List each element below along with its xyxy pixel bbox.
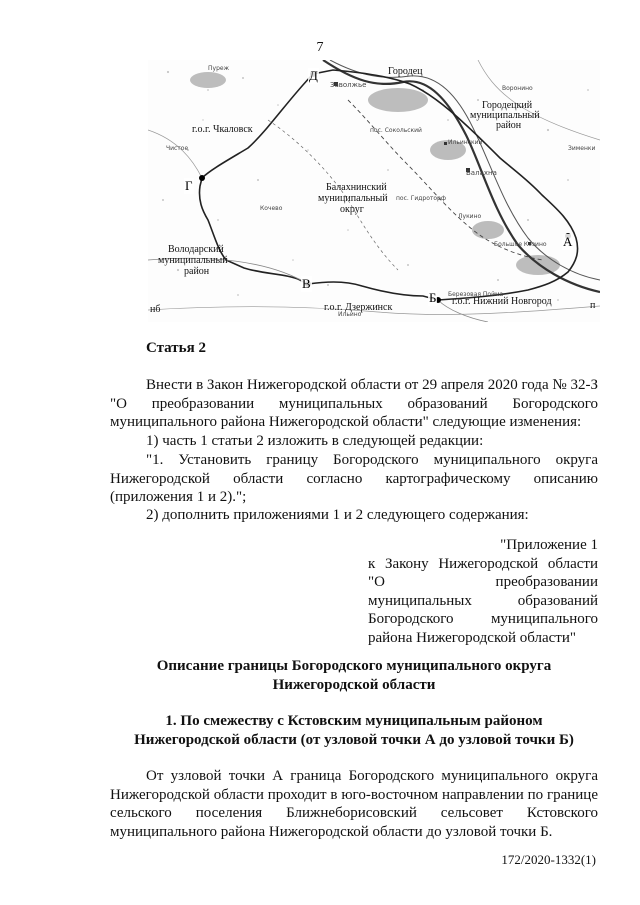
map-label-dzerzhinsk: г.о.г. Дзержинск: [324, 302, 393, 313]
map-label-gorodetsky-2: муниципальный: [470, 110, 540, 121]
map-label-balakhninsky-1: Балахнинский: [326, 182, 387, 193]
paragraph-quote-text: "1. Установить границу Богородского муниципального округа Нижегородской области согласно картографическому описанию (приложения 1 и 2).";: [110, 452, 598, 505]
map-label-purekh: Пуреж: [208, 65, 229, 72]
map-label-voronino: Воронино: [502, 85, 533, 92]
section-paragraph: [110, 767, 598, 841]
map-label-balakhna: Балахна: [466, 169, 497, 177]
map-label-edge-right: п: [590, 300, 596, 311]
map-label-ilino: Ильино: [338, 311, 362, 318]
map-label-berezovaya: Березовая Пойма: [448, 291, 504, 298]
paragraph-quote: [110, 451, 598, 507]
paragraph-amend: [110, 376, 598, 432]
map-label-gorodets: Городец: [388, 66, 423, 77]
paragraph-amend-text: Внести в Закон Нижегородской области от 29 апреля 2020 года № 32-З "О преобразовании муниципальных образований Богородского муниципального района Нижегородской области" следующие изменения:: [110, 377, 598, 430]
section-title-line-2: Нижегородской области (от узловой точки А до узловой точки Б): [134, 731, 574, 748]
node-label-g: Г: [185, 178, 193, 193]
page-number: 7: [316, 40, 324, 55]
map-label-volodarsky-2: муниципальный: [158, 255, 228, 266]
paragraph-part1-text: 1) часть 1 статьи 2 изложить в следующей редакции:: [146, 433, 484, 449]
map-label-balakhninsky-3: округ: [340, 204, 364, 215]
description-title-line-2: Нижегородской области: [272, 676, 436, 693]
description-title-line-1: Описание границы Богородского муниципального округа: [156, 658, 552, 674]
map-label-volodarsky-3: район: [184, 266, 210, 277]
map-label-kozino: Большое Козино: [494, 241, 547, 248]
paragraph-add-text: 2) дополнить приложениями 1 и 2 следующего содержания:: [146, 507, 529, 523]
appendix-line-3: "О преобразовании: [368, 574, 598, 590]
appendix-line-4: муниципальных образований: [368, 592, 598, 609]
paragraph-part1: [110, 432, 598, 451]
appendix-line-2: к Закону Нижегородской области: [368, 555, 598, 572]
map-label-kochevo: Кочево: [260, 205, 283, 212]
map-label-ilyinsky: Ильинский: [448, 139, 483, 146]
description-title: [110, 657, 598, 694]
appendix-line-5: Богородского муниципального: [368, 611, 598, 627]
paragraph-add: [110, 506, 598, 525]
map-label-nizhny: г.о.г. Нижний Новгород: [452, 296, 552, 307]
map-label-sokolsky: пос. Сокольский: [370, 127, 422, 134]
node-label-v: В: [302, 276, 311, 291]
appendix-line-6: района Нижегородской области": [368, 629, 577, 646]
boundary-map: [148, 60, 600, 322]
map-label-zavolzhye: Заволжье: [330, 81, 367, 89]
node-label-a: А: [563, 234, 573, 249]
map-label-luzhki: Лукино: [458, 213, 482, 220]
appendix-line-1: "Приложение 1: [500, 537, 598, 553]
appendix-reference: [368, 536, 598, 647]
node-label-d: Д: [309, 68, 318, 83]
section-paragraph-text: От узловой точки А граница Богородского муниципального округа Нижегородской области проходит в юго-восточном направлении по границе сельского поселения Ближнеборисовский сельсовет Кстовского муниципального района Нижегородской области до узловой точки Б.: [110, 768, 598, 840]
document-code: 172/2020-1332(1): [501, 852, 596, 867]
map-label-chistoe: Чистое: [166, 145, 189, 152]
map-label-zimenki: Зименки: [568, 145, 596, 152]
map-label-volodarsky-1: Володарский: [168, 244, 224, 255]
section-title-line-1: 1. По смежеству с Кстовским муниципальным районом: [165, 713, 543, 729]
map-label-edge-left: нб: [150, 304, 161, 315]
map-label-gidrotorf: пос. Гидроторф: [396, 195, 446, 202]
map-label-gorodetsky-1: Городецкий: [482, 100, 533, 111]
map-label-chkalovsk: г.о.г. Чкаловск: [192, 124, 253, 135]
article-heading: Статья 2: [146, 340, 206, 356]
section-title: [110, 712, 598, 749]
map-label-balakhninsky-2: муниципальный: [318, 193, 388, 204]
map-label-gorodetsky-3: район: [496, 120, 522, 131]
node-label-b: Б: [429, 290, 437, 305]
